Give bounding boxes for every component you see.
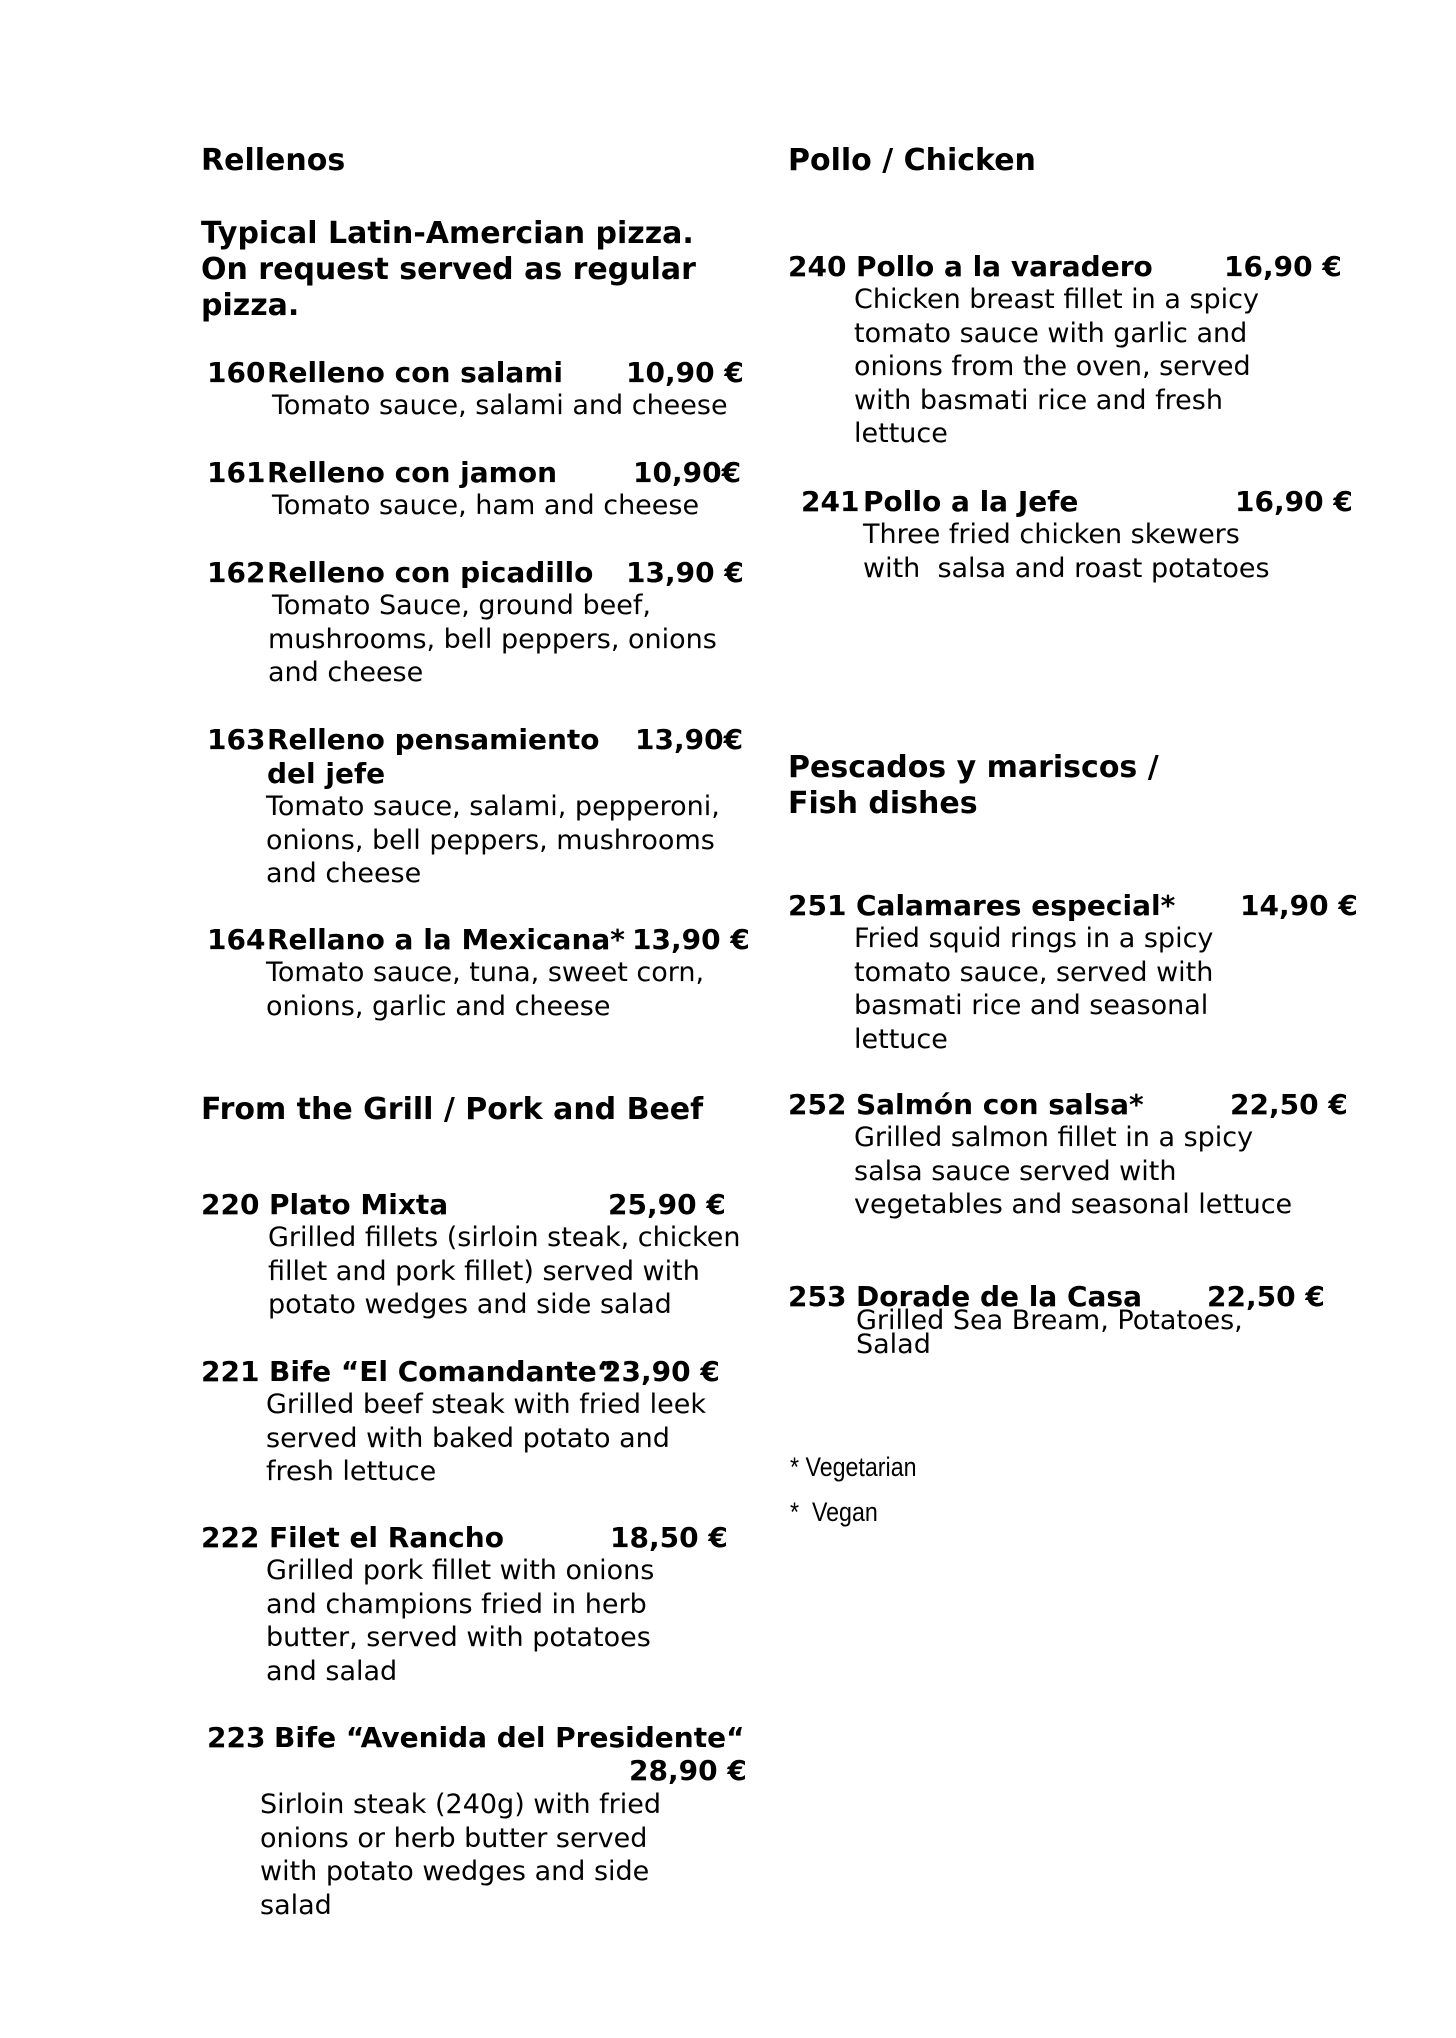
item-name: Dorade de la Casa [856, 1280, 1142, 1313]
item-price: 25,90 € [608, 1188, 726, 1221]
item-price: 13,90€ [635, 723, 744, 756]
item-price: 16,90 € [1235, 485, 1353, 518]
item-name: Relleno pensamiento del jefe [267, 723, 600, 790]
item-price: 10,90 € [626, 356, 744, 389]
item-price: 18,50 € [610, 1521, 728, 1554]
item-price: 22,50 € [1207, 1280, 1325, 1313]
item-description: Tomato sauce, salami, pepperoni, onions, bell peppers, mushrooms and cheese [266, 791, 720, 889]
item-number: 221 [201, 1355, 260, 1388]
section-title-fish: Pescados y mariscos / Fish dishes [788, 750, 1159, 821]
item-name: Salmón con salsa* [856, 1088, 1144, 1121]
item-name: Relleno con jamon [267, 456, 558, 489]
item-number: 240 [788, 250, 847, 283]
item-number: 164 [207, 923, 266, 956]
item-description: Chicken breast fillet in a spicy tomato sauce with garlic and onions from the oven, served with basmati rice and fresh lettuce [854, 284, 1259, 449]
item-price: 13,90 € [626, 556, 744, 589]
rellenos-intro: Typical Latin-Amercian pizza. On request served as regular pizza. [201, 216, 696, 323]
section-title-rellenos: Rellenos [201, 143, 346, 178]
item-number: 222 [201, 1521, 260, 1554]
item-name: Pollo a la Jefe [863, 485, 1079, 518]
item-description: Tomato Sauce, ground beef, mushrooms, bell peppers, onions and cheese [268, 590, 717, 688]
item-number: 160 [207, 356, 266, 389]
item-name: Rellano a la Mexicana* [267, 923, 625, 956]
item-description: Tomato sauce, ham and cheese [272, 490, 700, 521]
item-description: Fried squid rings in a spicy tomato sauce, served with basmati rice and seasonal lettuce [854, 923, 1214, 1055]
item-number: 220 [201, 1188, 260, 1221]
item-number: 223 [207, 1721, 266, 1754]
item-name: Relleno con picadillo [267, 556, 594, 589]
item-number: 241 [801, 485, 860, 518]
section-title-chicken: Pollo / Chicken [788, 143, 1036, 178]
item-number: 253 [788, 1280, 847, 1313]
item-price: 28,90 € [629, 1754, 747, 1787]
item-price: 23,90 € [602, 1355, 720, 1388]
item-name: Filet el Rancho [269, 1521, 504, 1554]
item-price: 14,90 € [1240, 889, 1358, 922]
item-price: 22,50 € [1230, 1088, 1348, 1121]
item-price: 13,90 € [632, 923, 750, 956]
item-name: Plato Mixta [269, 1188, 449, 1221]
item-description: Tomato sauce, salami and cheese [272, 390, 728, 421]
item-number: 161 [207, 456, 266, 489]
item-name: Bife “Avenida del Presidente“ [274, 1721, 745, 1754]
section-title-grill: From the Grill / Pork and Beef [201, 1092, 704, 1127]
item-number: 251 [788, 889, 847, 922]
item-name: Pollo a la varadero [856, 250, 1153, 283]
item-name: Calamares especial* [856, 889, 1176, 922]
item-number: 162 [207, 556, 266, 589]
item-description: Three fried chicken skewers with salsa and roast potatoes [863, 519, 1270, 584]
item-description: Grilled Sea Bream, Potatoes, Salad [856, 1305, 1243, 1360]
legend-vegetarian: * Vegetarian [790, 1452, 917, 1482]
item-description: Grilled pork fillet with onions and champions fried in herb butter, served with potatoes and salad [266, 1555, 655, 1687]
legend-vegan: * Vegan [790, 1497, 878, 1527]
item-description: Tomato sauce, tuna, sweet corn, onions, garlic and cheese [266, 957, 705, 1022]
item-description: Grilled salmon fillet in a spicy salsa sauce served with vegetables and seasonal lettuce [854, 1122, 1293, 1220]
item-name: Bife “El Comandante“ [269, 1355, 616, 1388]
item-name: Relleno con salami [267, 356, 563, 389]
item-number: 252 [788, 1088, 847, 1121]
item-description: Sirloin steak (240g) with fried onions or herb butter served with potato wedges and side salad [260, 1789, 662, 1921]
item-number: 163 [207, 723, 266, 756]
item-description: Grilled fillets (sirloin steak, chicken fillet and pork fillet) served with potato wedges and side salad [268, 1222, 741, 1320]
item-description: Grilled beef steak with fried leek served with baked potato and fresh lettuce [266, 1389, 707, 1487]
item-price: 10,90€ [633, 456, 742, 489]
item-price: 16,90 € [1224, 250, 1342, 283]
